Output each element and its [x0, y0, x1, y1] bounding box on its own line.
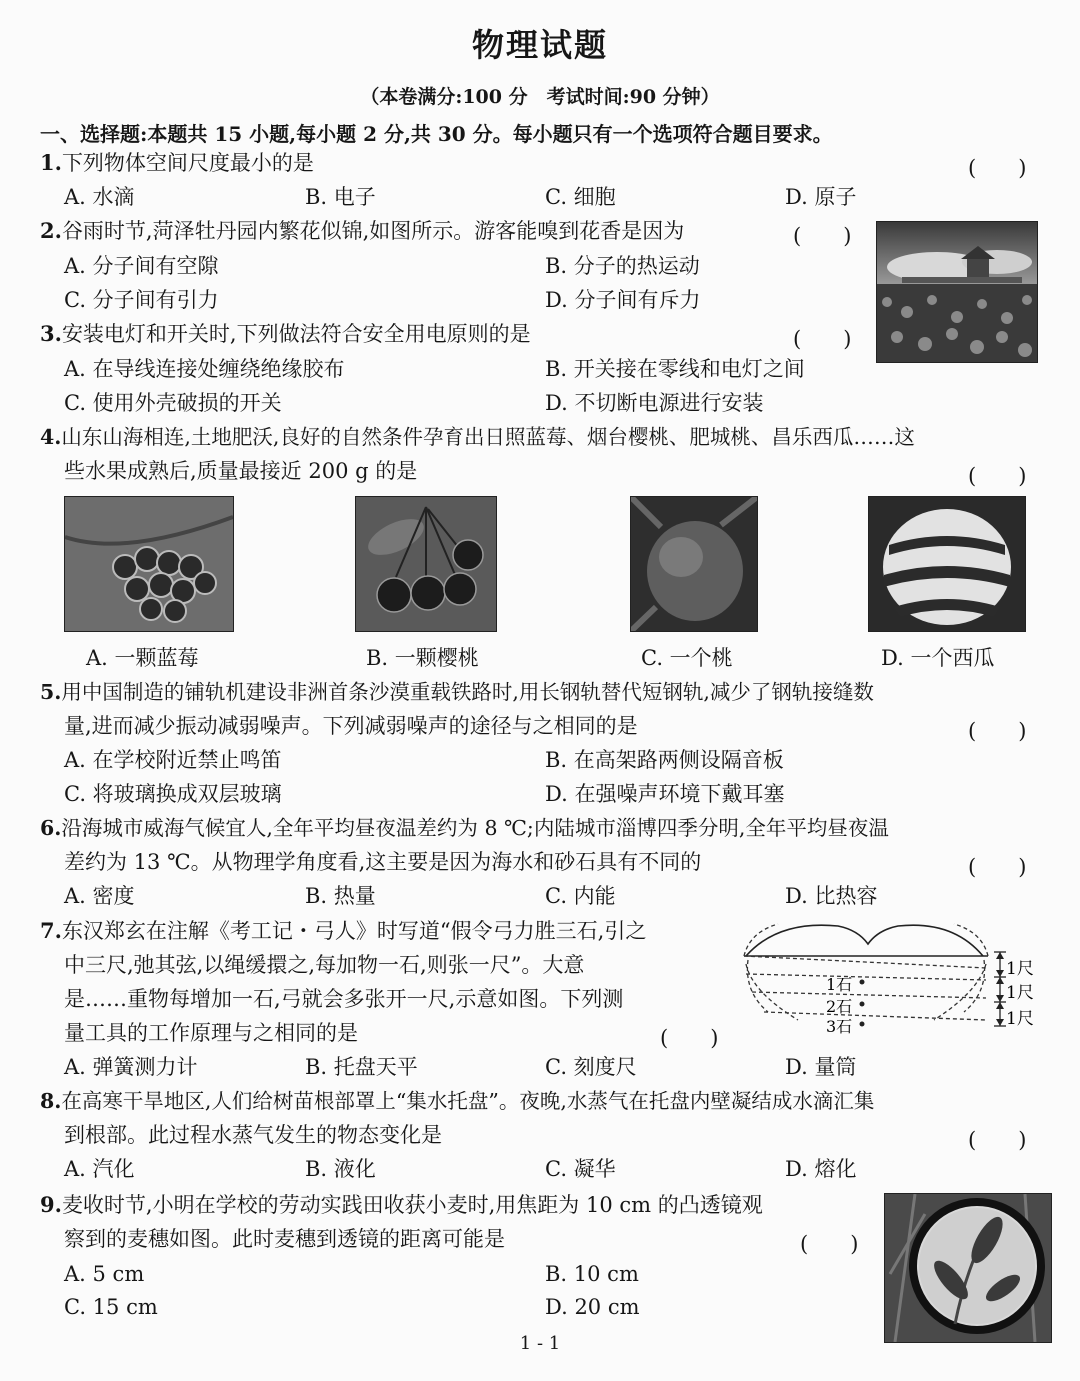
option-a: A. 一颗蓝莓 [86, 646, 199, 670]
option-a: A. 弹簧测力计 [64, 1055, 198, 1079]
question-number: 5. [40, 680, 62, 704]
peach-photo [630, 496, 758, 632]
question-number: 3. [40, 321, 62, 346]
option-a: A. 水滴 [64, 185, 135, 209]
question-stem: 安装电灯和开关时,下列做法符合安全用电原则的是 [61, 322, 531, 346]
option-b: B. 热量 [305, 884, 376, 908]
label-2-shi: 2石 [826, 997, 853, 1016]
option-c: C. 细胞 [545, 185, 616, 209]
label-1-chi-c: 1尺 [1006, 1009, 1034, 1029]
label-3-shi: 3石 [826, 1017, 853, 1036]
option-b: B. 分子的热运动 [545, 254, 700, 278]
option-b: B. 在高架路两侧设隔音板 [545, 748, 784, 772]
option-c: C. 将玻璃换成双层玻璃 [64, 782, 282, 806]
watermelon-photo [868, 496, 1026, 632]
option-c: C. 使用外壳破损的开关 [64, 391, 282, 415]
option-a: A. 在学校附近禁止鸣笛 [64, 748, 282, 772]
question-stem: 沿海城市威海气候宜人,全年平均昼夜温差约为 8 ℃;内陆城市淄博四季分明,全年平均昼夜温 [61, 816, 889, 840]
option-d: D. 比热容 [785, 884, 878, 908]
exam-info: （本卷满分:100 分 考试时间:90 分钟） [360, 86, 720, 108]
option-d: D. 熔化 [785, 1157, 857, 1181]
question-number: 6. [40, 816, 62, 840]
blueberry-photo [64, 496, 234, 632]
option-c: C. 凝华 [545, 1157, 616, 1181]
question-number: 9. [40, 1192, 62, 1217]
answer-paren: ( ) [793, 327, 852, 351]
option-d: D. 原子 [785, 185, 857, 209]
question-stem-cont: 到根部。此过程水蒸气发生的物态变化是 [64, 1123, 442, 1147]
option-b: B. 托盘天平 [305, 1055, 418, 1079]
question-stem-cont: 察到的麦穗如图。此时麦穗到透镜的距离可能是 [64, 1227, 505, 1251]
answer-paren: ( ) [660, 1026, 719, 1050]
option-d: D. 量筒 [785, 1055, 857, 1079]
option-a: A. 密度 [64, 884, 135, 908]
question-stem: 东汉郑玄在注解《考工记・弓人》时写道“假令弓力胜三石,引之 [61, 919, 647, 943]
option-d: D. 在强噪声环境下戴耳塞 [545, 782, 785, 806]
peony-garden-photo [876, 221, 1038, 363]
wheat-magnifier-photo [884, 1193, 1052, 1343]
question-number: 2. [40, 218, 62, 243]
question-stem: 在高寒干旱地区,人们给树苗根部罩上“集水托盘”。夜晚,水蒸气在托盘内壁凝结成水滴汇集 [61, 1089, 875, 1113]
question-number: 1. [40, 150, 62, 175]
option-d: D. 分子间有斥力 [545, 288, 701, 312]
option-b: B. 液化 [305, 1157, 376, 1181]
answer-paren: ( ) [968, 855, 1027, 879]
option-a: A. 在导线连接处缠绕绝缘胶布 [64, 357, 345, 381]
question-number: 7. [40, 918, 62, 943]
question-stem-cont: 中三尺,弛其弦,以绳缓擐之,每加物一石,则张一尺”。大意 [64, 953, 585, 977]
option-b: B. 一颗樱桃 [366, 646, 479, 670]
bow-diagram [738, 912, 1048, 1037]
question-stem-cont: 差约为 13 ℃。从物理学角度看,这主要是因为海水和砂石具有不同的 [64, 850, 702, 874]
option-c: C. 刻度尺 [545, 1055, 637, 1079]
answer-paren: ( ) [968, 156, 1027, 180]
option-c: C. 内能 [545, 884, 616, 908]
question-stem-cont: 是……重物每增加一石,弓就会多张开一尺,示意如图。下列测 [64, 987, 624, 1011]
label-1-chi-b: 1尺 [1006, 983, 1034, 1003]
label-1-chi-a: 1尺 [1006, 959, 1034, 979]
question-number: 4. [40, 425, 62, 449]
question-stem-cont: 量工具的工作原理与之相同的是 [64, 1021, 358, 1045]
question-stem-cont: 些水果成熟后,质量最接近 200 g 的是 [64, 459, 418, 483]
page-title: 物理试题 [471, 26, 608, 64]
option-a: A. 汽化 [64, 1157, 135, 1181]
option-d: D. 不切断电源进行安装 [545, 391, 764, 415]
answer-paren: ( ) [793, 224, 852, 248]
question-stem: 山东山海相连,土地肥沃,良好的自然条件孕育出日照蓝莓、烟台樱桃、肥城桃、昌乐西瓜……这 [61, 425, 915, 449]
option-c: C. 一个桃 [641, 646, 733, 670]
question-stem: 麦收时节,小明在学校的劳动实践田收获小麦时,用焦距为 10 cm 的凸透镜观 [61, 1193, 763, 1217]
cherry-photo [355, 496, 497, 632]
option-c: C. 分子间有引力 [64, 288, 219, 312]
option-b: B. 10 cm [545, 1262, 639, 1286]
answer-paren: ( ) [968, 719, 1027, 743]
option-a: A. 5 cm [64, 1262, 145, 1286]
option-a: A. 分子间有空隙 [64, 254, 219, 278]
question-stem: 谷雨时节,菏泽牡丹园内繁花似锦,如图所示。游客能嗅到花香是因为 [61, 219, 685, 243]
question-stem: 下列物体空间尺度最小的是 [61, 151, 314, 175]
label-1-shi: 1石 [826, 975, 853, 994]
option-d: D. 一个西瓜 [881, 646, 995, 670]
answer-paren: ( ) [800, 1232, 859, 1256]
option-d: D. 20 cm [545, 1295, 640, 1319]
option-c: C. 15 cm [64, 1295, 158, 1319]
question-number: 8. [40, 1089, 62, 1113]
answer-paren: ( ) [968, 1128, 1027, 1152]
section-heading: 一、选择题:本题共 15 小题,每小题 2 分,共 30 分。每小题只有一个选项符合题目要求。 [40, 122, 833, 146]
option-b: B. 开关接在零线和电灯之间 [545, 357, 805, 381]
option-b: B. 电子 [305, 185, 376, 209]
question-stem-cont: 量,进而减少振动减弱噪声。下列减弱噪声的途径与之相同的是 [64, 714, 638, 738]
page-number: 1 - 1 [519, 1333, 561, 1354]
question-stem: 用中国制造的铺轨机建设非洲首条沙漠重载铁路时,用长钢轨替代短钢轨,减少了钢轨接缝数 [61, 680, 874, 704]
answer-paren: ( ) [968, 464, 1027, 488]
